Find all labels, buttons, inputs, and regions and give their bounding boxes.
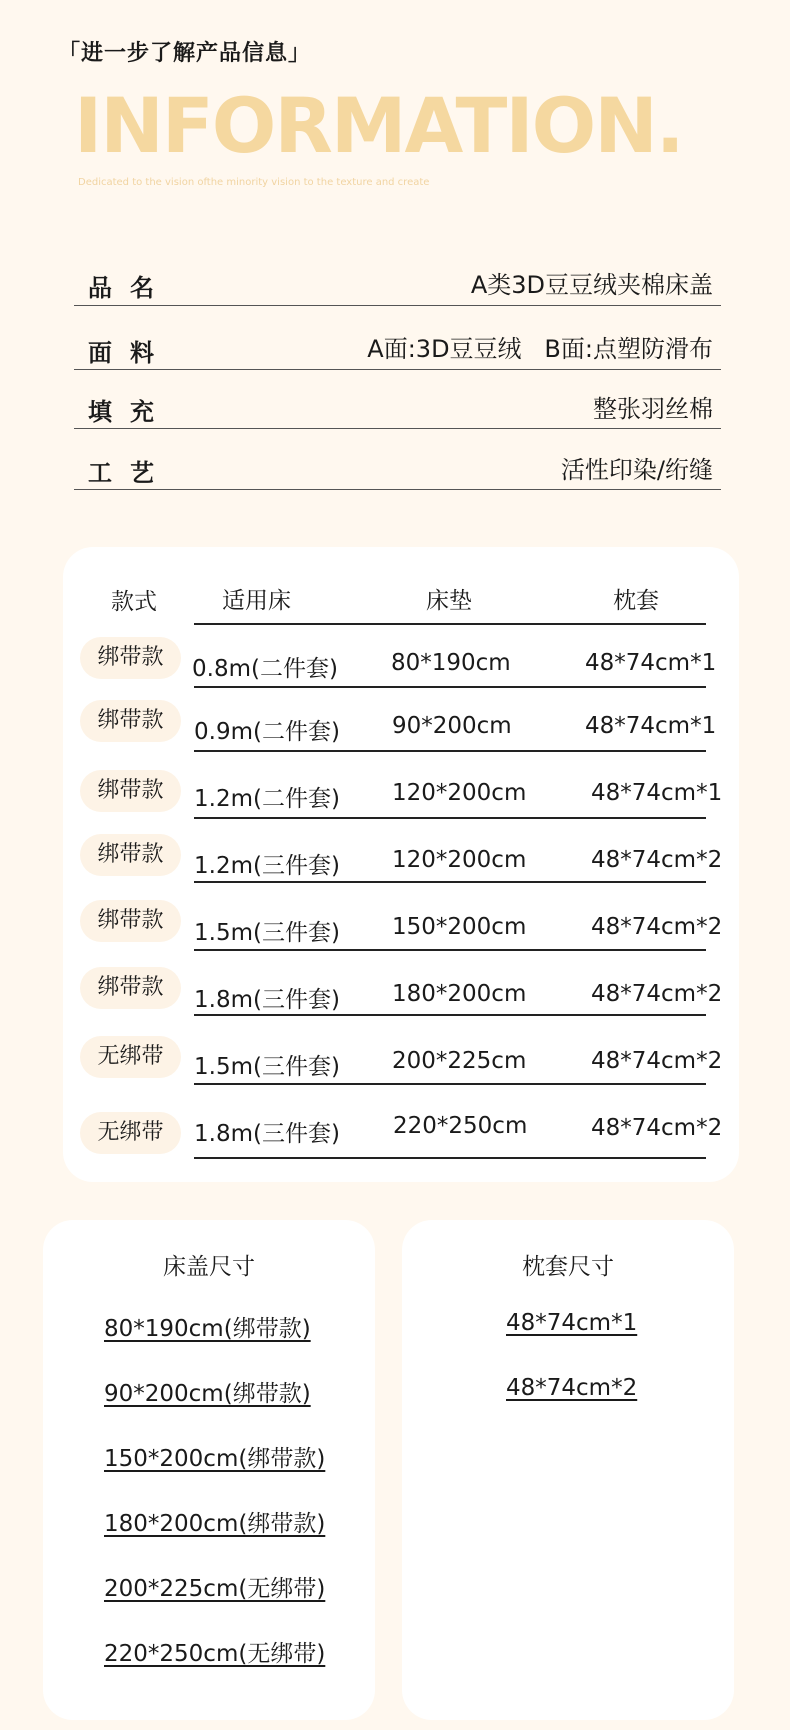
style-pill: 无绑带 — [80, 1112, 181, 1154]
table-header-style: 款式 — [111, 589, 157, 615]
bedcover-size-item: 220*250cm(无绑带) — [104, 1641, 326, 1667]
info-label: 填充 — [88, 398, 172, 426]
table-header-pillow: 枕套 — [613, 588, 659, 614]
table-header-bed: 适用床 — [222, 588, 291, 614]
table-header-divider — [194, 623, 706, 625]
table-cell-pillow: 48*74cm*2 — [591, 914, 723, 940]
table-cell-mattress: 120*200cm — [392, 847, 527, 873]
bedcover-size-item: 150*200cm(绑带款) — [104, 1446, 326, 1472]
row-divider — [194, 881, 706, 883]
info-label: 面料 — [88, 339, 172, 367]
style-pill: 绑带款 — [80, 700, 181, 742]
bedcover-size-item: 90*200cm(绑带款) — [104, 1381, 311, 1407]
info-row-craft — [74, 446, 721, 490]
table-cell-pillow: 48*74cm*1 — [585, 650, 717, 676]
pillowcase-size-item: 48*74cm*2 — [506, 1375, 638, 1401]
table-cell-mattress: 80*190cm — [391, 650, 511, 676]
table-cell-bed: 1.5m(三件套) — [194, 1054, 340, 1080]
bedcover-size-item: 200*225cm(无绑带) — [104, 1576, 326, 1602]
bedcover-size-item: 80*190cm(绑带款) — [104, 1316, 311, 1342]
table-cell-bed: 0.9m(二件套) — [194, 719, 340, 745]
table-cell-pillow: 48*74cm*2 — [591, 981, 723, 1007]
style-pill: 绑带款 — [80, 900, 181, 942]
info-row-filling — [74, 386, 721, 429]
table-cell-bed: 1.2m(二件套) — [194, 786, 340, 812]
info-row-name — [74, 262, 721, 306]
bedcover-size-item: 180*200cm(绑带款) — [104, 1511, 326, 1537]
row-divider — [194, 686, 706, 688]
decorative-heading: INFORMATION. — [74, 81, 683, 170]
row-divider — [194, 1083, 706, 1085]
table-cell-pillow: 48*74cm*2 — [591, 1115, 723, 1141]
table-cell-bed: 1.8m(三件套) — [194, 1121, 340, 1147]
row-divider — [194, 750, 706, 752]
row-divider — [194, 949, 706, 951]
table-cell-mattress: 120*200cm — [392, 780, 527, 806]
style-pill: 绑带款 — [80, 770, 181, 812]
bedcover-size-title: 床盖尺寸 — [163, 1254, 255, 1280]
table-cell-pillow: 48*74cm*2 — [591, 1048, 723, 1074]
info-label: 品名 — [88, 274, 172, 302]
table-cell-pillow: 48*74cm*2 — [591, 847, 723, 873]
style-pill: 无绑带 — [80, 1036, 181, 1078]
table-cell-mattress: 150*200cm — [392, 914, 527, 940]
info-value: 整张羽丝棉 — [593, 395, 713, 423]
table-header-mattress: 床垫 — [426, 588, 472, 614]
info-label: 工艺 — [88, 459, 172, 487]
info-value: 活性印染/绗缝 — [560, 456, 713, 484]
info-row-fabric — [74, 325, 721, 370]
table-cell-bed: 1.2m(三件套) — [194, 853, 340, 879]
info-value: A面:3D豆豆绒 B面:点塑防滑布 — [367, 335, 713, 363]
style-pill: 绑带款 — [80, 834, 181, 876]
row-divider — [194, 1014, 706, 1016]
info-value: A类3D豆豆绒夹棉床盖 — [470, 271, 713, 299]
table-cell-mattress: 220*250cm — [393, 1113, 528, 1139]
row-divider — [194, 1157, 706, 1159]
table-cell-bed: 1.8m(三件套) — [194, 987, 340, 1013]
table-cell-mattress: 200*225cm — [392, 1048, 527, 1074]
row-divider — [194, 817, 706, 819]
table-cell-bed: 1.5m(三件套) — [194, 920, 340, 946]
pillowcase-size-card — [402, 1220, 734, 1720]
table-cell-pillow: 48*74cm*1 — [585, 713, 717, 739]
table-cell-mattress: 90*200cm — [392, 713, 512, 739]
style-pill: 绑带款 — [80, 967, 181, 1009]
pillowcase-size-title: 枕套尺寸 — [522, 1254, 614, 1280]
style-pill: 绑带款 — [80, 637, 181, 679]
table-cell-bed: 0.8m(二件套) — [192, 656, 338, 682]
table-cell-mattress: 180*200cm — [392, 981, 527, 1007]
pillowcase-size-item: 48*74cm*1 — [506, 1310, 638, 1336]
tagline: Dedicated to the vision ofthe minority vision to the texture and create — [78, 177, 430, 188]
section-title: 「进一步了解产品信息」 — [58, 41, 312, 66]
table-cell-pillow: 48*74cm*1 — [591, 780, 723, 806]
